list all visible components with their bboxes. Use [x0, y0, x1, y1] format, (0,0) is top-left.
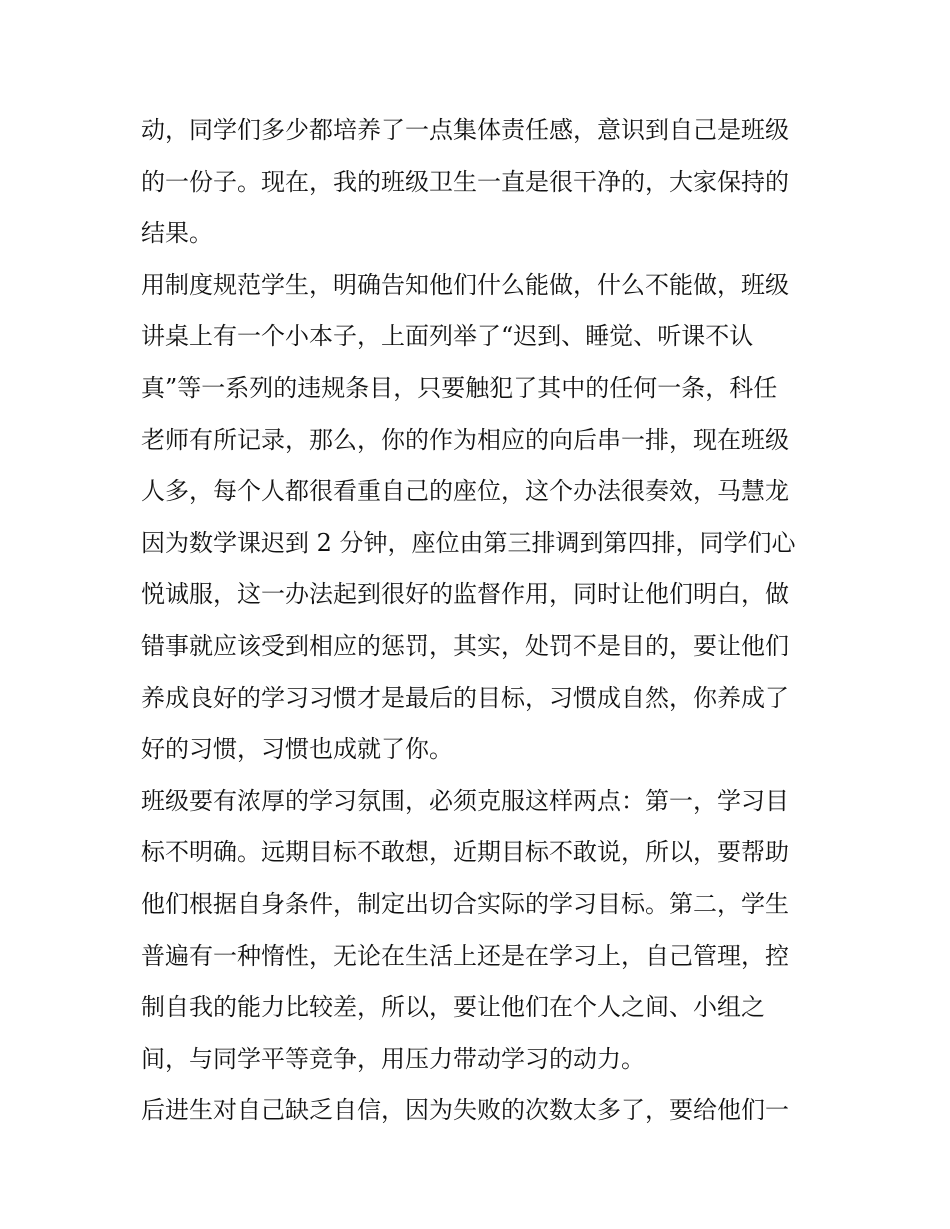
text-line: 动，同学们多少都培养了一点集体责任感，意识到自己是班级	[141, 116, 789, 144]
text-line: 真”等一系列的违规条目，只要触犯了其中的任何一条，科任	[141, 373, 778, 402]
text-line: 老师有所记录，那么，你的作为相应的向后串一排，现在班级	[141, 425, 789, 454]
text-line: 因为数学课迟到 2 分钟，座位由第三排调到第四排，同学们心	[141, 528, 796, 557]
text-line: 标不明确。远期目标不敢想，近期目标不敢说，所以，要帮助	[141, 838, 789, 867]
text-line: 养成良好的学习习惯才是最后的目标，习惯成自然，你养成了	[141, 683, 789, 712]
text-line: 制自我的能力比较差，所以，要让他们在个人之间、小组之	[141, 993, 765, 1022]
text-line: 后进生对自己缺乏自信，因为失败的次数太多了，要给他们一	[141, 1096, 789, 1125]
text-line: 间，与同学平等竞争，用压力带动学习的动力。	[141, 1044, 645, 1073]
text-line: 普遍有一种惰性，无论在生活上还是在学习上，自己管理，控	[141, 941, 789, 970]
text-line: 用制度规范学生，明确告知他们什么能做，什么不能做，班级	[141, 270, 789, 299]
text-line: 人多，每个人都很看重自己的座位，这个办法很奏效，马慧龙	[141, 477, 789, 506]
text-line: 班级要有浓厚的学习氛围，必须克服这样两点：第一，学习目	[141, 786, 789, 815]
body-text	[141, 105, 821, 1137]
text-line: 他们根据自身条件，制定出切合实际的学习目标。第二，学生	[141, 889, 789, 918]
text-line: 结果。	[141, 219, 213, 248]
text-line: 悦诚服，这一办法起到很好的监督作用，同时让他们明白，做	[141, 580, 789, 609]
text-line: 好的习惯，习惯也成就了你。	[141, 735, 453, 764]
text-line: 错事就应该受到相应的惩罚，其实，处罚不是目的，要让他们	[141, 631, 789, 660]
text-line: 的一份子。现在，我的班级卫生一直是很干净的，大家保持的	[141, 167, 789, 196]
text-line: 讲桌上有一个小本子，上面列举了“迟到、睡觉、听课不认	[141, 322, 754, 351]
